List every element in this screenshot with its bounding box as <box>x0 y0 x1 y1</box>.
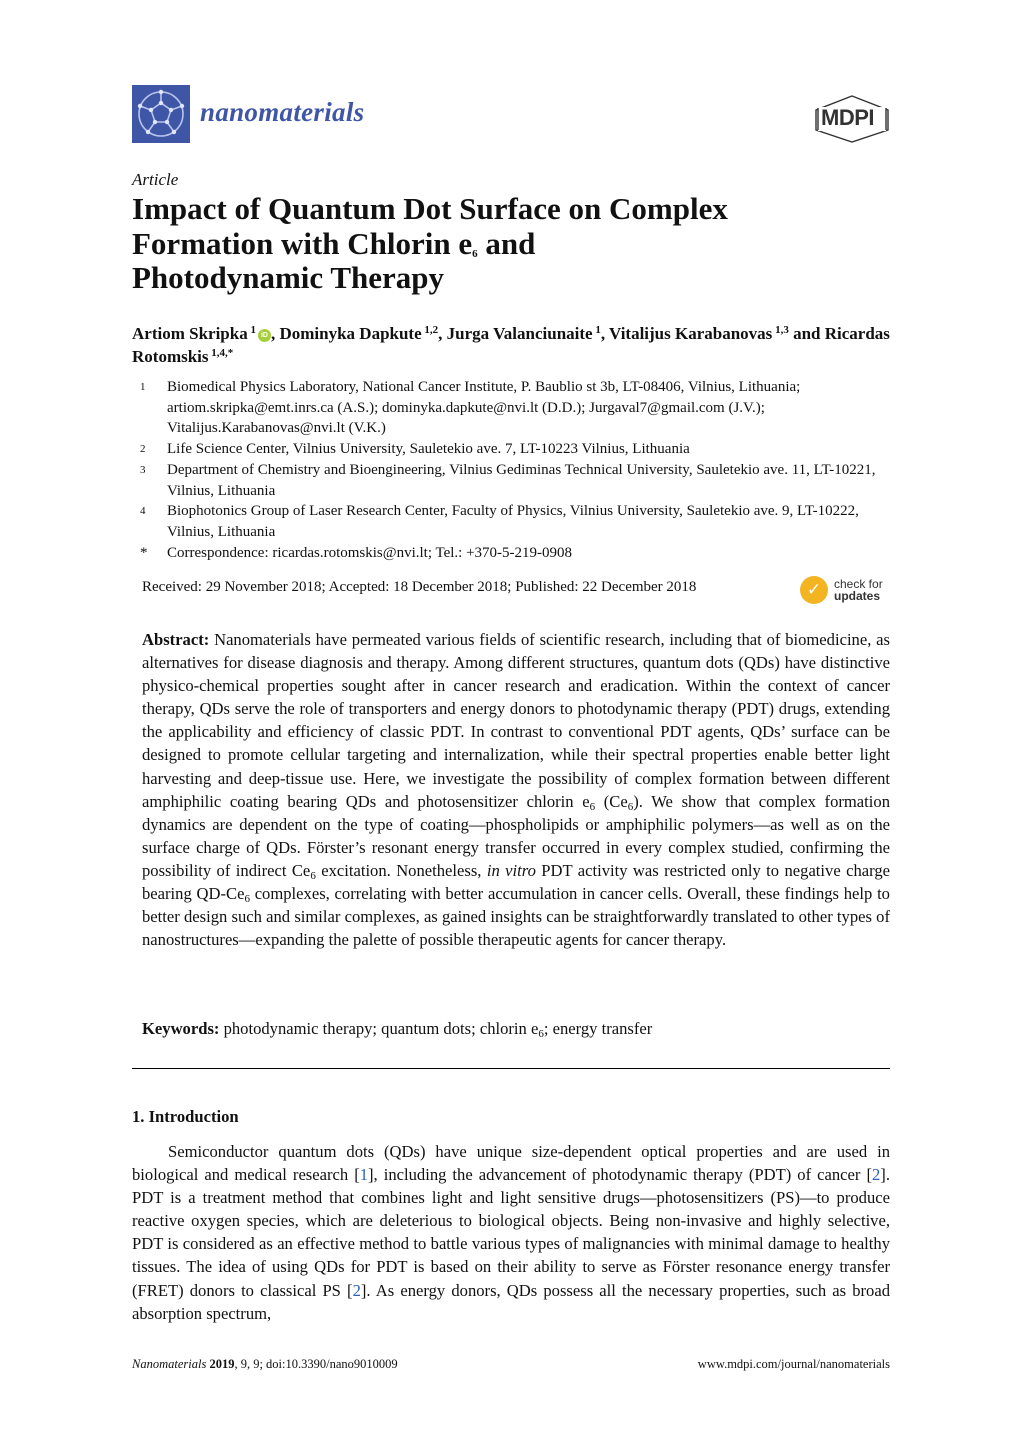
publication-dates: Received: 29 November 2018; Accepted: 18 December 2018; Published: 22 December 2018 <box>142 579 697 595</box>
author-name: Dominyka Dapkute <box>279 324 422 343</box>
mdpi-logo-text: MDPI <box>821 105 874 130</box>
check-updates-line2: updates <box>834 589 881 603</box>
text-run: Impact of Quantum Dot Surface on Complex <box>132 191 728 226</box>
section-divider <box>132 1068 890 1069</box>
paper-title <box>132 192 892 296</box>
text-run: excitation. Nonetheless, <box>315 860 487 880</box>
text-run: Semiconductor quantum dots (QDs) have unique size-dependent optical properties and are used in biological and medical research [ <box>132 1142 890 1185</box>
affiliation-item <box>140 543 892 564</box>
subscript: 6 <box>589 800 596 813</box>
affiliation-number: 1 <box>140 381 146 393</box>
italic-text: in vitro <box>486 860 536 880</box>
orcid-icon[interactable]: iD <box>258 329 271 342</box>
author-name: Ricardas Rotomskis <box>132 324 890 366</box>
author-name: Vitalijus Karabanovas <box>609 324 773 343</box>
mdpi-logo <box>812 94 892 144</box>
text-run: ]. As energy donors, QDs possess all the necessary properties, such as broad absorption spectrum, <box>132 1280 891 1323</box>
affiliation-number: * <box>140 544 148 561</box>
footer-year: 2019 <box>209 1357 235 1371</box>
text-run: Photodynamic Therapy <box>132 260 445 295</box>
subscript: 6 <box>244 893 250 906</box>
abstract-text <box>142 630 890 949</box>
text-run: photodynamic therapy; quantum dots; chlorin e <box>219 1019 539 1038</box>
author-separator: , <box>600 324 610 343</box>
affiliation-text: Life Science Center, Vilnius University, Sauletekio ave. 7, LT-10223 Vilnius, Lithuania <box>167 441 690 458</box>
introduction-paragraph <box>132 1140 890 1325</box>
title-line <box>132 192 892 227</box>
affiliation-number: 2 <box>140 443 146 456</box>
footer-journal: Nanomaterials <box>132 1357 207 1371</box>
journal-name: nanomaterials <box>200 97 365 127</box>
citation-link[interactable]: 2 <box>352 1280 361 1300</box>
citation-link[interactable]: 1 <box>359 1165 369 1185</box>
abstract-label: Abstract: <box>142 630 210 649</box>
affiliation-text: Biophotonics Group of Laser Research Center, Faculty of Physics, Vilnius University, Sauletekio ave. 9, LT-10222, Vilnius, Lithuania <box>167 503 859 540</box>
subscript: 6 <box>538 1028 544 1040</box>
text-run: ). We show that complex formation dynamics are dependent on the type of coating—phospholipids or amphiphilic polymers—as well as on the surface charge of QDs. Förster’s resonant energy transfer occurred in every complex studied, confirming the possibility of indirect Ce <box>142 791 890 880</box>
affiliations <box>140 377 892 563</box>
footer-citation <box>132 1357 398 1372</box>
author-list <box>132 322 892 368</box>
keywords-text <box>219 1019 652 1038</box>
checkmark-icon: ✓ <box>800 576 828 604</box>
subscript: 6 <box>472 247 478 260</box>
title-line <box>132 227 892 262</box>
text-run: Nanomaterials have permeated various fields of scientific research, including that of biomedicine, as alternatives for disease diagnosis and therapy. Among different structures, quantum dots (QDs) have distinctive physico-chemical properties sought after in cancer research and eradication. Within the context of cancer therapy, QDs serve the role of transporters and energy donors to photodynamic therapy (PDT) drugs, extending the applicability and efficiency of classic PDT. In contrast to conventional PDT agents, QDs’ surface can be designed to promote cellular targeting and internalization, while their spectral properties enable better light harvesting and deep-tissue use. Here, we investigate the possibility of complex formation between different amphiphilic coating bearing QDs and photosensitizer chlorin e <box>142 630 890 811</box>
text-run: complexes, correlating with better accumulation in cancer cells. Overall, these findings help to better design such and similar complexes, as gained insights can be straightforwardly translated to other types of nanostructures—expanding the palette of possible therapeutic agents for cancer therapy. <box>142 884 890 950</box>
subscript: 6 <box>310 869 316 882</box>
affiliation-item <box>140 501 892 542</box>
affiliation-item <box>140 460 892 501</box>
affiliation-number: 4 <box>140 505 146 518</box>
fullerene-icon <box>132 85 190 143</box>
citation-link[interactable]: 2 <box>872 1165 881 1185</box>
author-name: Artiom Skripka <box>132 324 248 343</box>
text-run: (Ce <box>595 791 628 811</box>
affiliation-number: 3 <box>140 463 146 476</box>
affiliation-item <box>140 377 892 439</box>
footer-url-link[interactable]: www.mdpi.com/journal/nanomaterials <box>697 1357 890 1371</box>
affiliation-item <box>140 439 892 460</box>
author-affiliation-marker: 1,4,* <box>208 347 234 359</box>
text-run: ], including the advancement of photodynamic therapy (PDT) of cancer [ <box>368 1165 872 1185</box>
journal-logo <box>132 85 190 143</box>
section-heading-introduction: 1. Introduction <box>132 1107 239 1126</box>
author-name: Jurga Valanciunaite <box>446 324 593 343</box>
text-run: ; energy transfer <box>543 1019 653 1038</box>
check-updates-line1: check for <box>834 577 883 591</box>
text-run: Formation with Chlorin e <box>132 225 473 261</box>
text-run: PDT activity was restricted only to negative charge bearing QD-Ce <box>142 860 891 904</box>
affiliation-text: Correspondence: ricardas.rotomskis@nvi.lt; Tel.: +370-5-219-0908 <box>167 544 573 561</box>
check-for-updates-button[interactable] <box>800 573 892 607</box>
subscript: 6 <box>627 800 634 813</box>
author-affiliation-marker: 1 <box>592 324 601 336</box>
author-separator: and <box>788 324 825 343</box>
affiliation-text: Department of Chemistry and Bioengineering, Vilnius Gediminas Technical University, Sauletekio ave. 11, LT-10221, Vilnius, Lithuania <box>167 461 876 499</box>
author-affiliation-marker: 1,3 <box>772 324 789 336</box>
keywords-label: Keywords: <box>142 1019 220 1038</box>
text-run: ]. PDT is a treatment method that combines light and light sensitive drugs—photosensitizers (PS)—to produce reactive oxygen species, which are deleterious to biological objects. Being non-invasive and highly selective, PDT is considered as an effective method to battle various types of malignancies with minimal damage to healthy tissues. The idea of using QDs for PDT is based on their ability to serve as Förster resonance energy transfer (FRET) donors to classical PS [ <box>132 1165 890 1300</box>
footer-doi: , 9, 9; doi:10.3390/nano9010009 <box>234 1357 398 1371</box>
author-affiliation-marker: 1 <box>247 324 256 336</box>
article-type: Article <box>132 170 179 189</box>
text-run: and <box>477 225 536 261</box>
keywords <box>142 1019 890 1039</box>
author-separator: , <box>270 324 280 343</box>
author-affiliation-marker: 1,2 <box>421 324 439 336</box>
abstract <box>142 628 890 951</box>
author-separator: , <box>438 324 447 343</box>
title-line <box>132 261 892 296</box>
affiliation-text: Biomedical Physics Laboratory, National Cancer Institute, P. Baublio st 3b, LT-08406, Vilnius, Lithuania; artiom.skripka@emt.inrs.ca (A.S.); dominyka.dapkute@nvi.lt (D.D.); Jurgaval7@gmail.com (J.V.); Vitalijus.Karabanovas@nvi.lt (V.K.) <box>167 379 801 437</box>
